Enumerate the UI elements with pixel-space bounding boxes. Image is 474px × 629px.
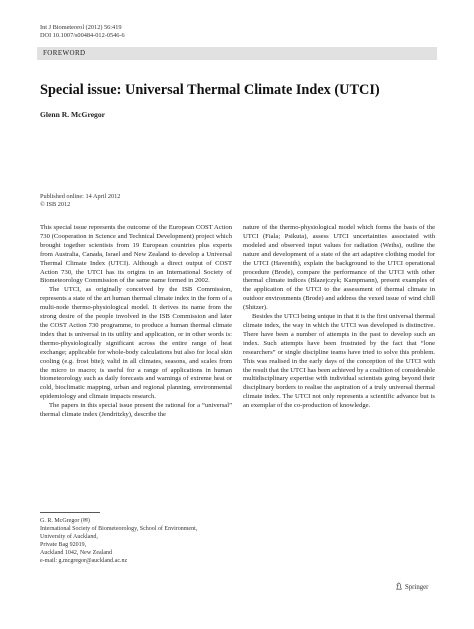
footnote-department: International Society of Biometeorology, School of Environment,: [40, 525, 198, 532]
journal-header: [40, 24, 125, 41]
copyright: © ISB 2012: [40, 201, 71, 209]
paragraph: The UTCI, as originally conceived by the ISB Commission, represents a state of the art human thermal climate index in the form of a multi-node thermo-physiological model. It derives its name from the strong desire of the people involved in the ISB Commission and later the COST Action 730 programme, to produce a human thermal climate index that is universal in its utility and application, or in other words is: thermo-physiologically significant across the entire range of heat exchange; applicable for whole-body calculations but also for local skin cooling (e.g. frost bite); valid in all climates, seasons, and scales from the micro to macro; is useful for a range of applications in human biometeorology such as daily forecasts and warnings of extreme heat or cold, bioclimatic mapping, urban and regional planning, environmental epidemiology and climate impacts research.: [40, 286, 232, 401]
paragraph: The papers in this special issue present the rational for a “universal” thermal climate index (Jendritzky), describe the: [40, 402, 232, 419]
footnote-divider: [40, 512, 100, 513]
published-online: Published online: 14 April 2012: [40, 193, 121, 200]
article-title: Special issue: Universal Thermal Climate Index (UTCI): [40, 82, 380, 98]
paragraph: This special issue represents the outcome of the European COST Action 730 (Cooperation in Science and Technical Development) project which brought together scientists from 19 European countries plus experts from Australia, Canada, Israel and New Zealand to develop a Universal Thermal Climate Index (UTCI). Although a direct output of COST Action 730, the UTCI has its origins in an International Society of Biometeorology Commission of the same name formed in 2002.: [40, 224, 232, 285]
footnote-postal: Private Bag 92019,: [40, 541, 87, 548]
author-name: Glenn R. McGregor: [40, 110, 106, 119]
paragraph: nature of the thermo-physiological model which forms the basis of the UTCI (Fiala; Psikuta), assess UTCI uncertainties associated with modeled and observed input values for radiation (Weihs), outline the nature and development of a state of the art adaptive clothing model for the UTCI (Havenith), explain the background to the UTCI operational procedure (Brode), compare the performance of the UTCI with other thermal climate indices (Blazejczyk; Kampmann), present examples of the application of the UTCI to the assessment of thermal climate in outdoor environments (Brode) and address the vexed issue of wind chill (Shitzer).: [243, 224, 435, 312]
section-label-bar: [37, 47, 437, 60]
author-footnote: [40, 518, 240, 565]
footnote-city: Auckland 1042, New Zealand: [40, 549, 112, 556]
footnote-university: University of Auckland,: [40, 533, 98, 540]
paragraph: Besides the UTCI being unique in that it is the first universal thermal climate index, the way in which the UTCI was developed is distinctive. There have been a number of attempts in the past to develop such an index. Such attempts have been frustrated by the fact that “lone researchers” or single discipline teams have tried to solve this problem. This was realised in the early days of the conception of the UTCI with the result that the UTCI has been achieved by a coalition of considerable multidisciplinary expertise with individual scientists going beyond their disciplinary borders to realise the aspiration of a truly universal thermal climate index. The UTCI not only represents a scientific advance but is an exemplar of the co-production of knowledge.: [243, 313, 435, 410]
section-label: FOREWORD: [43, 49, 86, 57]
publication-info: [40, 193, 120, 210]
body-column-right: [243, 224, 435, 411]
publisher-name: Springer: [405, 584, 429, 591]
doi: DOI 10.1007/s00484-012-0546-6: [40, 32, 125, 40]
footnote-email[interactable]: e-mail: g.mcgregor@auckland.ac.nz: [40, 557, 128, 564]
publisher-logo: [395, 582, 428, 591]
springer-chess-knight-icon: [395, 582, 403, 590]
body-column-left: [40, 224, 232, 420]
journal-citation: Int J Biometeorol (2012) 56:419: [40, 24, 122, 31]
footnote-name: G. R. McGregor (✉): [40, 518, 90, 524]
